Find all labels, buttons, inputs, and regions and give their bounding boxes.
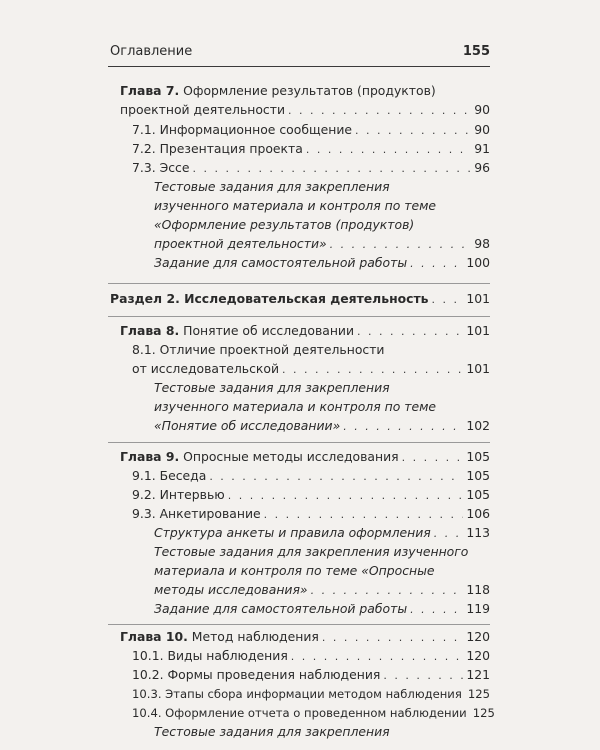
toc-test-10-line-1: Тестовые задания для закрепления bbox=[154, 724, 390, 739]
toc-section-7-2: 7.2. Презентация проекта . . . 91 bbox=[132, 140, 490, 158]
toc-section-8-1: от исследовательской . . . 101 bbox=[132, 360, 490, 378]
toc-section-8-1-line-1: 8.1. Отличие проектной деятельности bbox=[132, 342, 385, 357]
toc-section-7-3: 7.3. Эссе . . . 96 bbox=[132, 159, 490, 177]
separator bbox=[108, 442, 490, 443]
toc-test-8-line-2: изученного материала и контроля по теме bbox=[154, 399, 437, 414]
page-number: 155 bbox=[462, 44, 490, 59]
toc-survey-structure: Структура анкеты и правила оформления . . . 113 bbox=[154, 524, 490, 542]
toc-section-10-3: 10.3. Этапы сбора информации методом наблюдения . . . 125 bbox=[132, 685, 490, 703]
toc-task-9: Задание для самостоятельной работы . . . 119 bbox=[154, 600, 490, 618]
toc-task-7: Задание для самостоятельной работы . . . 100 bbox=[154, 254, 490, 272]
toc-chapter-9: Глава 9. Опросные методы исследования . . . 105 bbox=[120, 448, 490, 466]
toc-test-7-line-1: Тестовые задания для закрепления bbox=[154, 179, 390, 194]
toc-chapter-10: Глава 10. Метод наблюдения . . . 120 bbox=[120, 628, 490, 646]
toc-test-7: проектной деятельности» . . . 98 bbox=[154, 235, 490, 253]
separator bbox=[108, 624, 490, 625]
toc-section-7-1: 7.1. Информационное сообщение . . . 90 bbox=[132, 121, 490, 139]
toc-chapter-7: проектной деятельности . . . 90 bbox=[120, 101, 490, 119]
toc-chapter-8: Глава 8. Понятие об исследовании . . . 101 bbox=[120, 322, 490, 340]
toc-test-9-line-2: материала и контроля по теме «Опросные bbox=[154, 563, 435, 578]
toc-test-9-line-1: Тестовые задания для закрепления изученного bbox=[154, 544, 469, 559]
toc-test-8: «Понятие об исследовании» . . . 102 bbox=[154, 417, 490, 435]
toc-test-9: методы исследования» . . . 118 bbox=[154, 581, 490, 599]
separator bbox=[108, 283, 490, 284]
toc-section-10-4: 10.4. Оформление отчета о проведенном наблюдении 125 bbox=[132, 706, 495, 720]
separator bbox=[108, 316, 490, 317]
toc-section-9-1: 9.1. Беседа . . . 105 bbox=[132, 467, 490, 485]
header-title: Оглавление bbox=[110, 44, 193, 59]
toc-section-9-2: 9.2. Интервью . . . 105 bbox=[132, 486, 490, 504]
toc-section-10-1: 10.1. Виды наблюдения . . . 120 bbox=[132, 647, 490, 665]
toc-part-2: Раздел 2. Исследовательская деятельность . . . 101 bbox=[110, 290, 490, 308]
toc-section-10-2: 10.2. Формы проведения наблюдения . . . 121 bbox=[132, 666, 490, 684]
toc-section-9-3: 9.3. Анкетирование . . . 106 bbox=[132, 505, 490, 523]
toc-test-8-line-1: Тестовые задания для закрепления bbox=[154, 380, 390, 395]
toc-test-7-line-3: «Оформление результатов (продуктов) bbox=[154, 217, 415, 232]
toc-chapter-7-title: Глава 7. Оформление результатов (продуктов) bbox=[120, 83, 436, 98]
toc-test-7-line-2: изученного материала и контроля по теме bbox=[154, 198, 437, 213]
